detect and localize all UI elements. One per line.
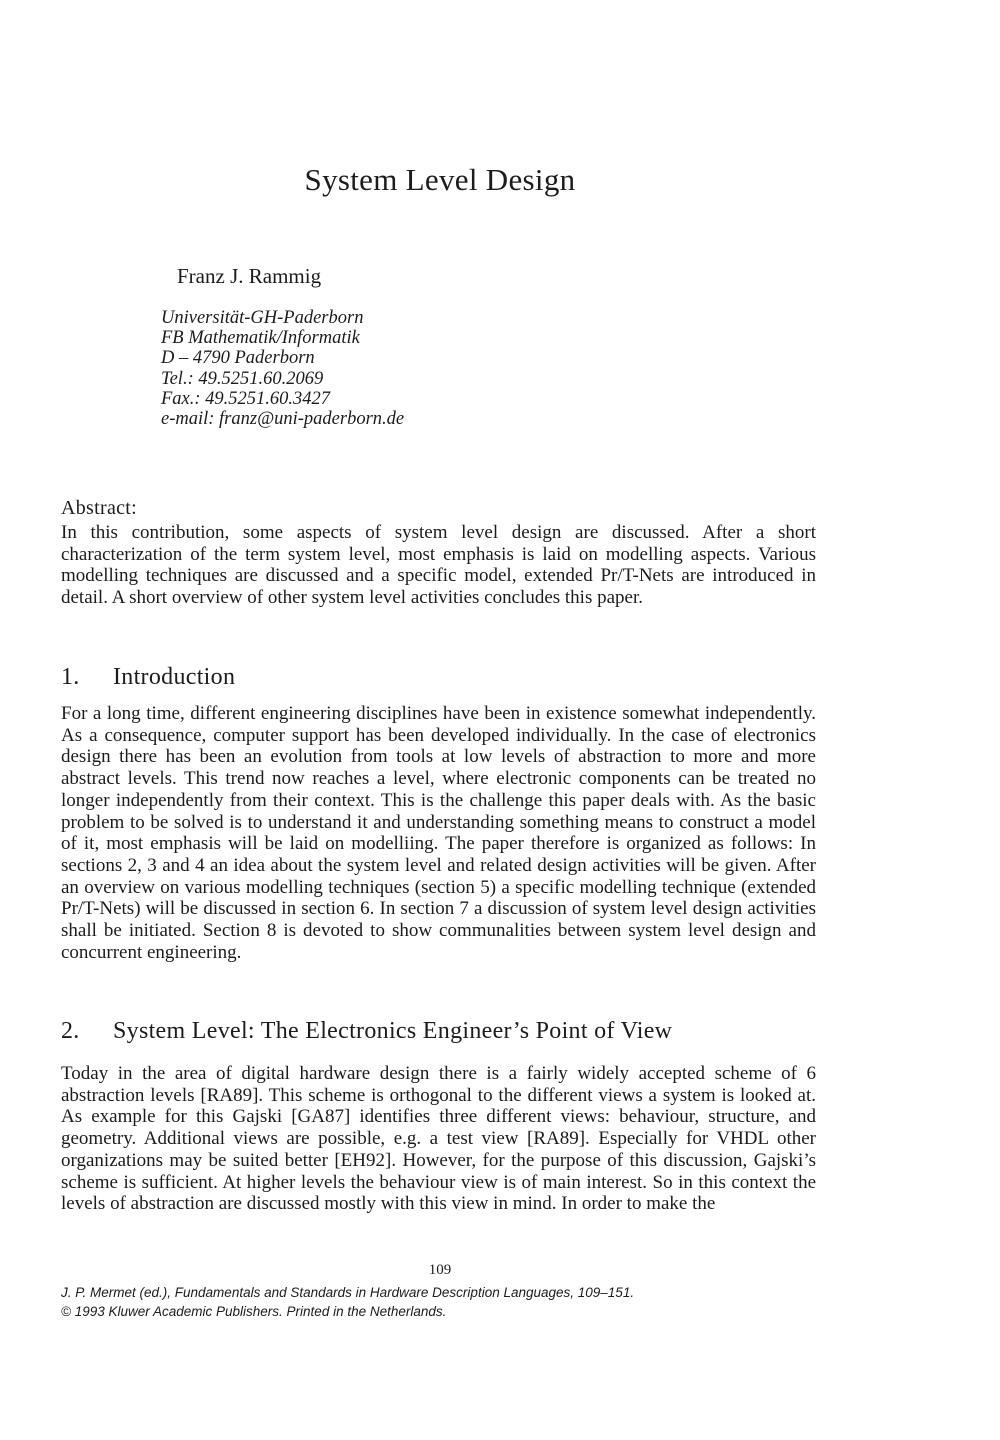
publication-footer	[61, 1283, 634, 1321]
author-affiliation	[161, 308, 404, 429]
section-title: Introduction	[113, 664, 236, 690]
author-name: Franz J. Rammig	[177, 264, 322, 288]
section-number: 1.	[61, 664, 80, 690]
abstract-text: In this contribution, some aspects of system level design are discussed. After a short characterization of the term system level, most emphasis is laid on modelling aspects. Various modelling techniques are discussed and a specific model, extended Pr/T-Nets are introduced in detail. A short overview of other system level activities concludes this paper.	[61, 522, 816, 608]
section-heading-system-level	[61, 1018, 672, 1045]
introduction-paragraph: For a long time, different engineering disciplines have been in existence somewhat independently. As a consequence, computer support has been developed individually. In the case of electronics design there has been an evolution from tools at low levels of abstraction to more and more abstract levels. This trend now reaches a level, where electronic components can be treated no longer independently from their context. This is the challenge this paper deals with. As the basic problem to be solved is to understand it and understanding something means to construct a model of it, most emphasis will be laid on modelliing. The paper therefore is organized as follows: In sections 2, 3 and 4 an idea about the system level and related design activities will be given. After an overview on various modelling techniques (section 5) a specific modelling technique (extended Pr/T-Nets) will be discussed in section 6. In section 7 a discussion of system level design activities shall be initiated. Section 8 is devoted to show communalities between system level design and concurrent engineering.	[61, 703, 816, 963]
footer-copyright: © 1993 Kluwer Academic Publishers. Printed in the Netherlands.	[61, 1304, 447, 1319]
page-number: 109	[428, 1262, 452, 1278]
affiliation-university: Universität-GH-Paderborn	[161, 308, 364, 328]
section-number: 2.	[61, 1018, 80, 1044]
affiliation-department: FB Mathematik/Informatik	[161, 328, 360, 349]
section-heading-introduction	[61, 664, 235, 691]
paper-title: System Level Design	[304, 162, 576, 197]
affiliation-city: D – 4790 Paderborn	[161, 348, 315, 369]
system-level-paragraph: Today in the area of digital hardware design there is a fairly widely accepted scheme of 6 abstraction levels [RA89]. This scheme is orthogonal to the different views a system is looked at. As example for this Gajski [GA87] identifies three different views: behaviour, structure, and geometry. Additional views are possible, e.g. a test view [RA89]. Especially for VHDL other organizations may be suited better [EH92]. However, for the purpose of this discussion, Gajski’s scheme is sufficient. At higher levels the behaviour view is of main interest. So in this context the levels of abstraction are discussed mostly with this view in mind. In order to make the	[61, 1063, 816, 1215]
affiliation-phone: Tel.: 49.5251.60.2069	[161, 368, 324, 389]
affiliation-email: e-mail: franz@uni-paderborn.de	[161, 409, 405, 430]
affiliation-fax: Fax.: 49.5251.60.3427	[161, 388, 331, 409]
section-title: System Level: The Electronics Engineer’s Point of View	[113, 1018, 673, 1044]
abstract-heading: Abstract:	[61, 497, 138, 519]
footer-citation: J. P. Mermet (ed.), Fundamentals and Standards in Hardware Description Languages, 109–151.	[61, 1285, 635, 1300]
